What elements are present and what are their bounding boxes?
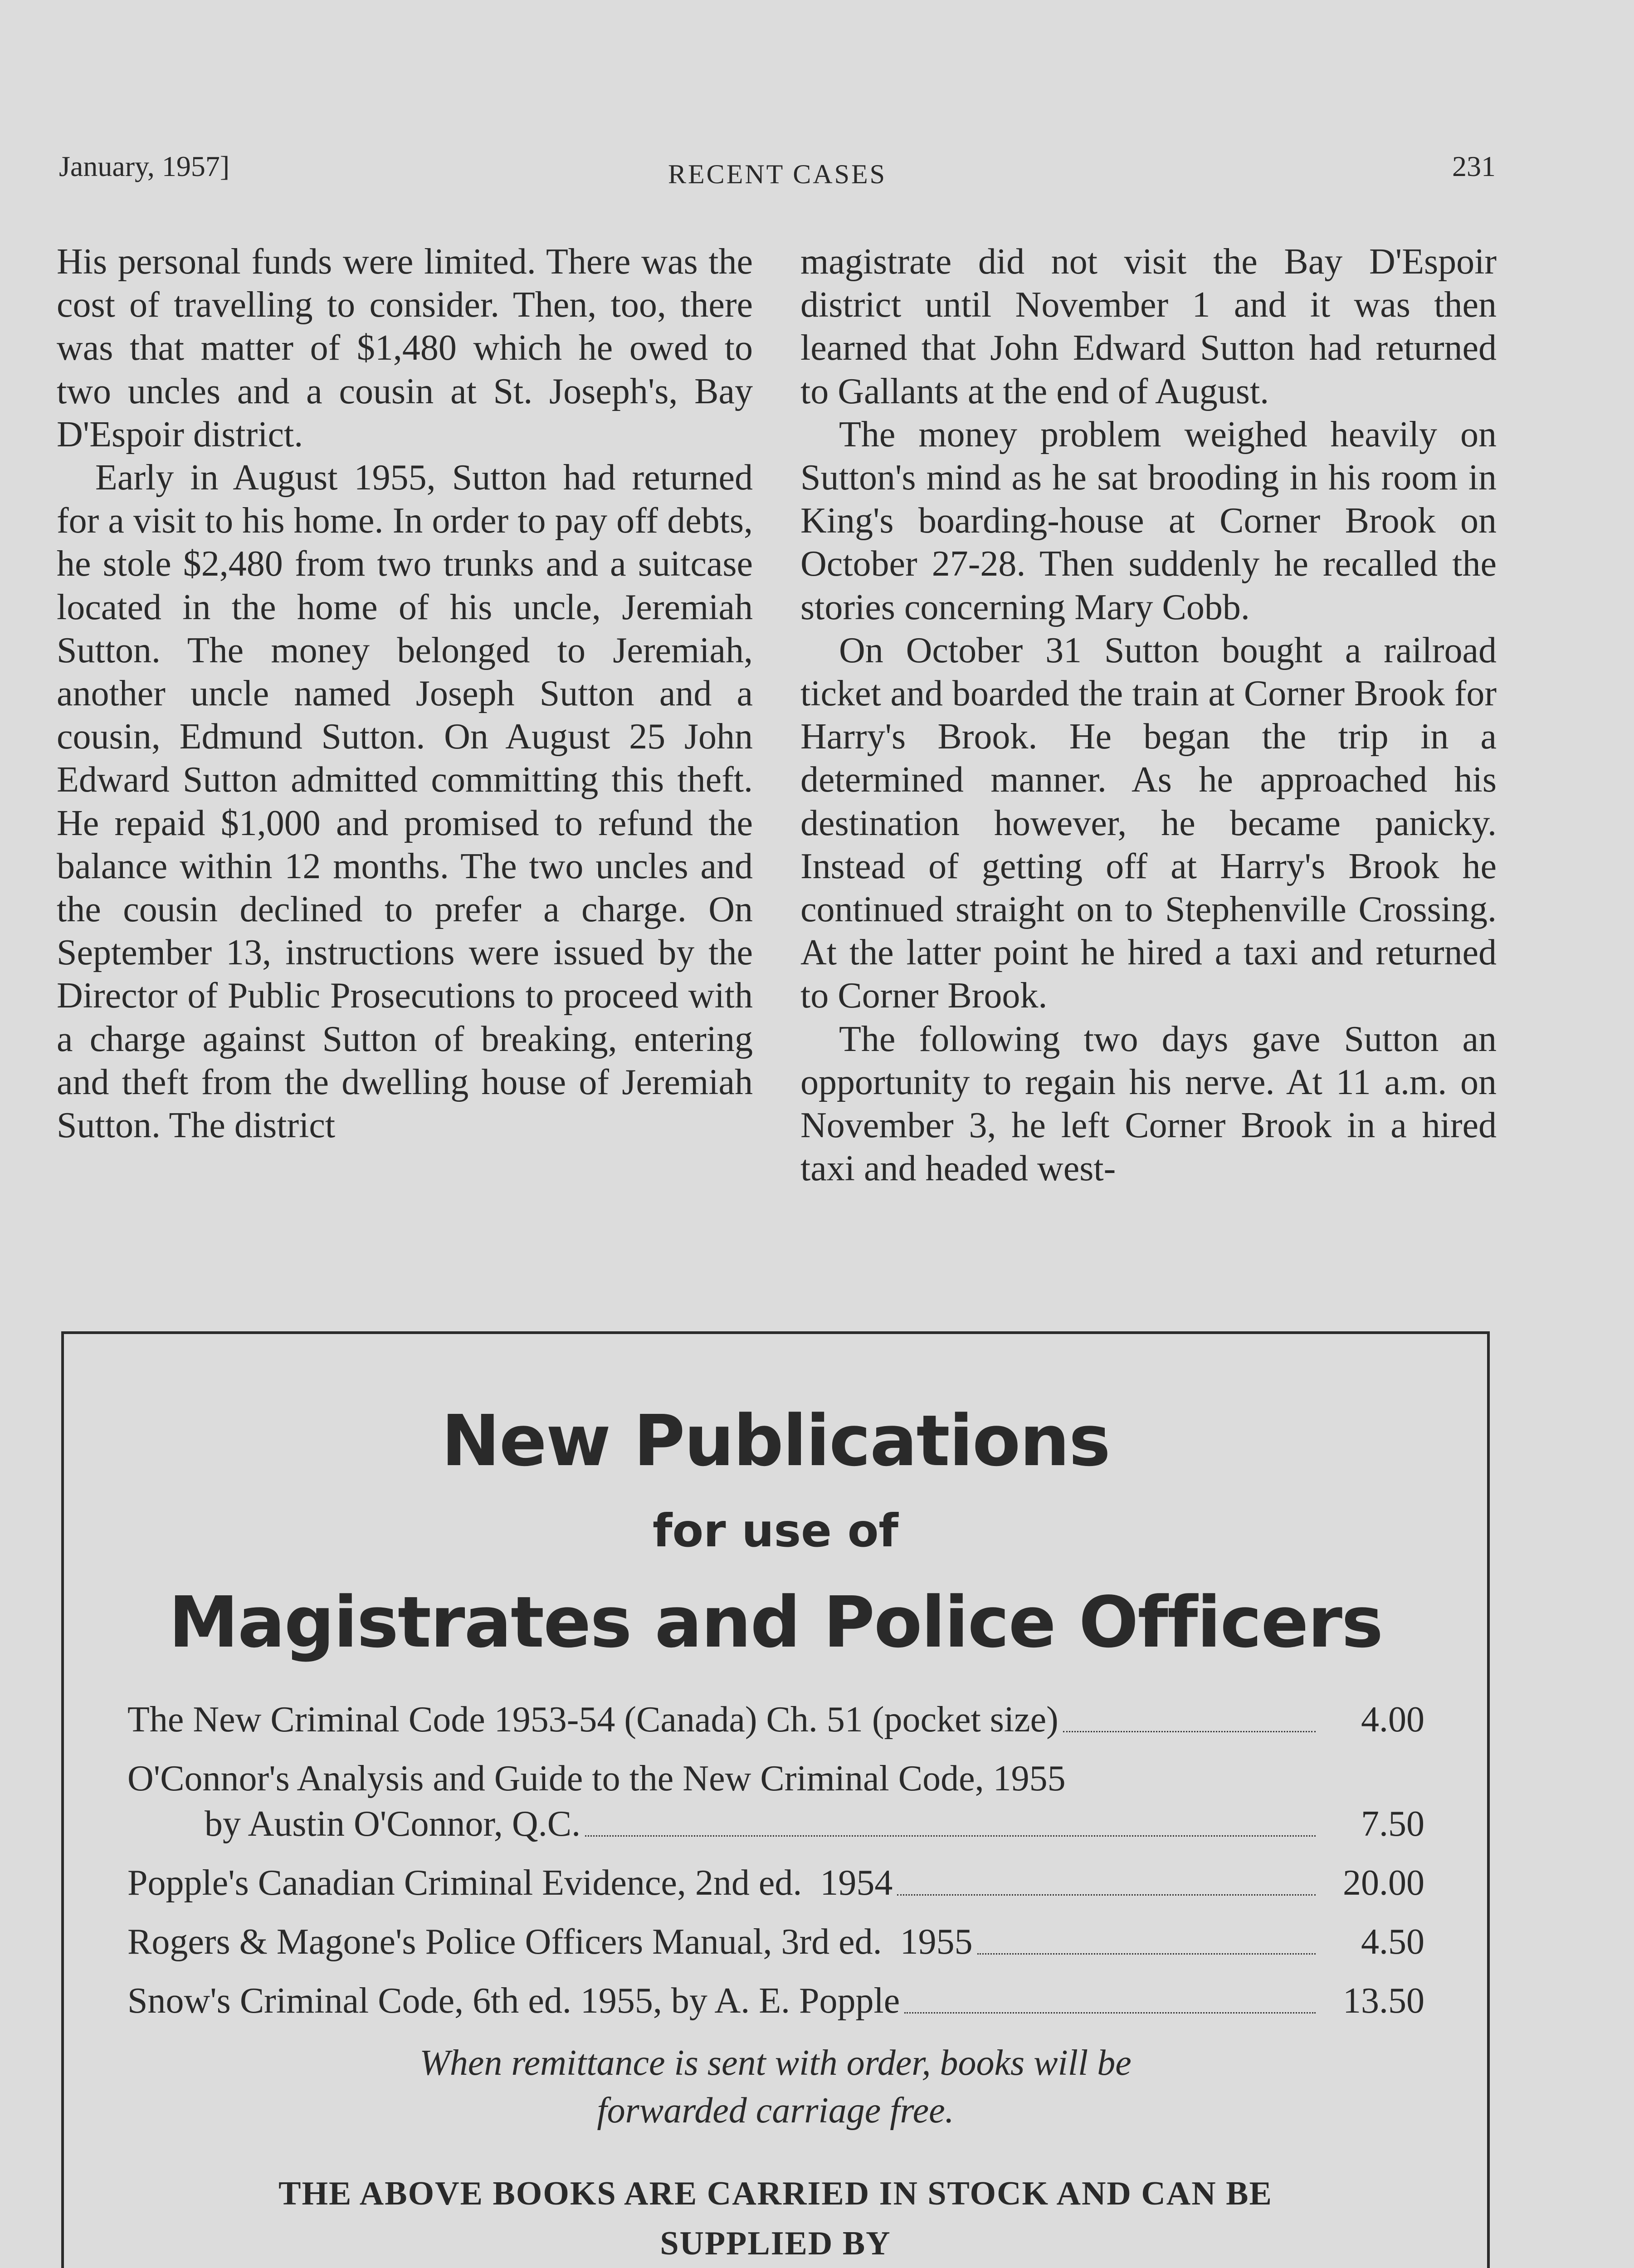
article-body: [57, 240, 1497, 1297]
paragraph: The following two days gave Sutton an opportunity to regain his nerve. At 11 a.m. on November 3, he left Corner Brook in a hired taxi and headed west-: [800, 1019, 1497, 1189]
ad-headline: New Publications: [441, 1400, 1110, 1482]
page-number: 231: [1452, 150, 1496, 182]
book-item: [127, 1978, 1424, 2024]
paragraph: magistrate did not visit the Bay D'Espoir district until November 1 and it was then learned that John Edward Sutton had returned to Gallants at the end of August.: [800, 242, 1497, 411]
ad-subheadline: for use of: [653, 1504, 898, 1557]
paragraph: Early in August 1955, Sutton had returned for a visit to his home. In order to pay off debts, he stole $2,480 from two trunks and a suitcase located in the home of his uncle, Jeremiah Sutton. The money belonged to Jeremiah, another uncle named Joseph Sutton and a cousin, Edmund Sutton. On August 25 John Edward Sutton admitted committing this theft. He repaid $1,000 and promised to refund the balance within 12 months. The two uncles and the cousin declined to prefer a charge. On September 13, instructions were issued by the Director of Public Prosecutions to proceed with a charge against Sutton of breaking, entering and theft from the dwelling house of Jeremiah Sutton. The district: [57, 458, 753, 1146]
book-price: 4.50: [1361, 1922, 1424, 1962]
dot-leader: [977, 1953, 1316, 1955]
left-column: [57, 240, 753, 1147]
stock-line: SUPPLIED BY: [660, 2225, 891, 2262]
book-title: Rogers & Magone's Police Officers Manual, 3rd ed. 1955: [127, 1922, 973, 1962]
book-list: [127, 1697, 1424, 2037]
right-column: [800, 240, 1497, 1190]
section-title: RECENT CASES: [668, 159, 887, 189]
issue-date: January, 1957]: [59, 150, 230, 182]
dot-leader: [904, 2012, 1316, 2014]
remittance-line: forwarded carriage free.: [597, 2091, 954, 2131]
book-title: Snow's Criminal Code, 6th ed. 1955, by A. E. Popple: [127, 1981, 900, 2021]
book-price: 13.50: [1343, 1981, 1424, 2021]
remittance-line: When remittance is sent with order, books will be: [419, 2043, 1132, 2083]
book-price: 4.00: [1361, 1700, 1424, 1740]
book-title: O'Connor's Analysis and Guide to the New Criminal Code, 1955: [127, 1759, 1066, 1799]
book-item: [127, 1919, 1424, 1965]
paragraph: The money problem weighed heavily on Sutton's mind as he sat brooding in his room in King's boarding-house at Corner Brook on October 27-28. Then suddenly he recalled the stories concerning Mary Cobb.: [800, 414, 1497, 627]
book-title: The New Criminal Code 1953-54 (Canada) Ch. 51 (pocket size): [127, 1700, 1058, 1740]
running-header: [59, 150, 1496, 195]
paragraph: His personal funds were limited. There was the cost of travelling to consider. Then, too, there was that matter of $1,480 which he owed to two uncles and a cousin at St. Joseph's, Bay D'Espoir district.: [57, 242, 753, 455]
book-price: 7.50: [1361, 1804, 1424, 1844]
advertisement-box: [61, 1331, 1490, 2268]
book-item: [127, 1860, 1424, 1906]
dot-leader: [1063, 1731, 1316, 1732]
book-item: [127, 1756, 1424, 1847]
paragraph: On October 31 Sutton bought a railroad ticket and boarded the train at Corner Brook for Harry's Brook. He began the trip in a determined manner. As he approached his destination however, he became panicky. Instead of getting off at Harry's Brook he continued straight on to Stephenville Crossing. At the latter point he hired a taxi and returned to Corner Brook.: [800, 630, 1497, 1016]
dot-leader: [897, 1894, 1316, 1896]
dot-leader: [585, 1835, 1316, 1837]
book-author: by Austin O'Connor, Q.C.: [205, 1804, 581, 1844]
ad-audience-headline: Magistrates and Police Officers: [168, 1581, 1383, 1663]
stock-line: THE ABOVE BOOKS ARE CARRIED IN STOCK AND CAN BE: [278, 2175, 1273, 2212]
stock-notice: [127, 2169, 1424, 2268]
book-item: [127, 1697, 1424, 1742]
book-title: Popple's Canadian Criminal Evidence, 2nd ed. 1954: [127, 1863, 893, 1903]
remittance-note: [64, 2039, 1487, 2135]
book-price: 20.00: [1343, 1863, 1424, 1903]
